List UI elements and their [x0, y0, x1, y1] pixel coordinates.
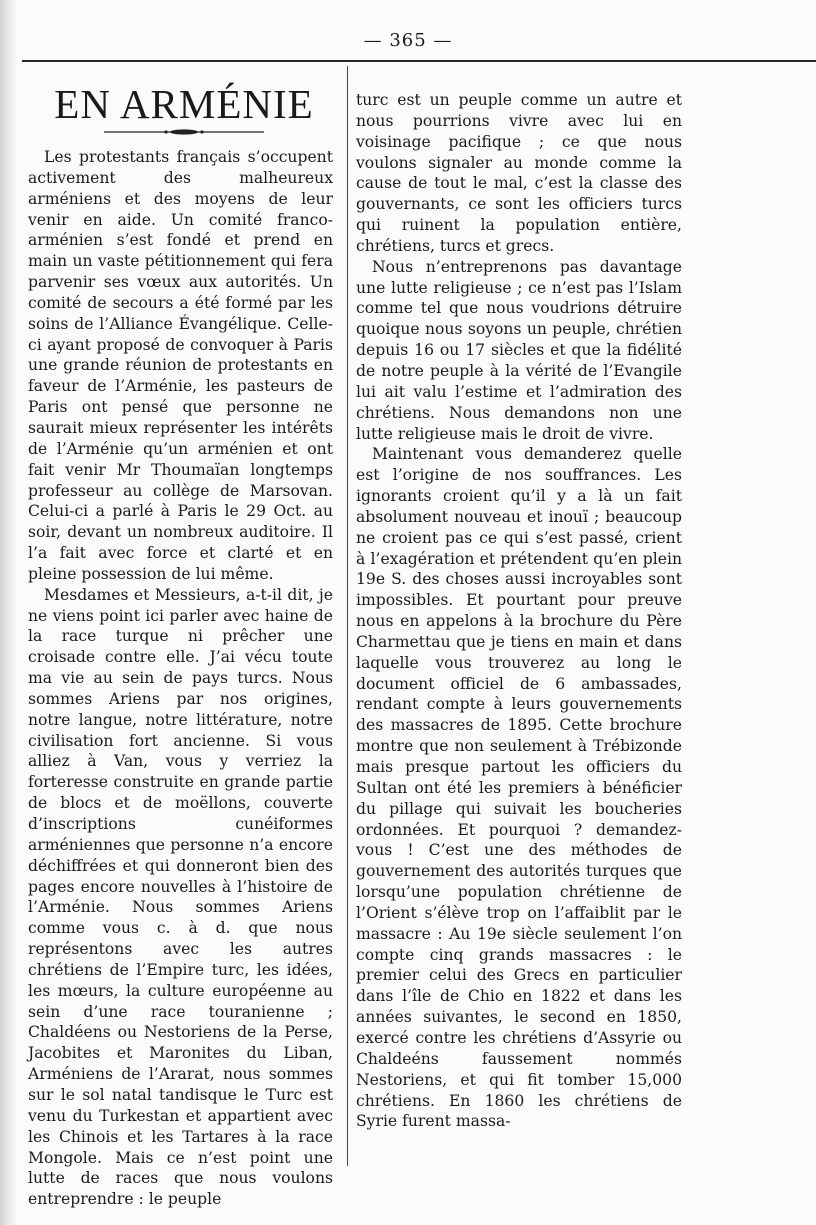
paragraph: Les protestants français s’occupent activement des malheureux arméniens et des moyens de leur venir en aide. Un comité franco-arménien s’est fondé et prend en main un vaste pétitionnement qui fera parvenir ses vœux aux autorités. Un comité de secours a été formé par les soins de l’Alliance Évangélique. Celle-ci ayant proposé de convoquer à Paris une grande réunion de protestants en faveur de l’Arménie, les pasteurs de Paris ont pensé que personne ne saurait mieux représenter les intérêts de l’Arménie qu’un arménien et ont fait venir Mr Thoumaïan longtemps professeur au collège de Marsovan. Celui-ci a parlé à Paris le 29 Oct. au soir, devant un nombreux auditoire. Il l’a fait avec force et clarté et en pleine possession de lui même. — [28, 148, 333, 583]
paragraph: Mesdames et Messieurs, a-t-il dit, je ne viens point ici parler avec haine de la race turque ni prêcher une croisade contre elle. J’ai vécu toute ma vie au sein de pays turcs. Nous sommes Ariens par nos origines, notre langue, notre littérature, notre civilisation fort ancienne. Si vous alliez à Van, vous y verriez la forteresse construite en grande partie de blocs et de moëllons, couverte d’inscriptions cunéiformes arméniennes que personne n’a encore déchiffrées et qui donneront bien des pages encore nouvelles à l’histoire de l’Arménie. Nous sommes Ariens comme vous c. à d. que nous représentons avec les autres chrétiens de l’Empire turc, les idées, les mœurs, la culture européenne au sein d’une race touranienne ; Chaldéens ou Nestoriens de la Perse, Jacobites et Maronites du Liban, Arméniens de l’Ararat, nous sommes sur le sol natal tandisque le Turc est venu du Turkestan et appartient avec les Chinois et les Tartares à la race Mongole. Mais ce n’est point une lutte de races que nous voulons entreprendre : le peuple — [28, 585, 333, 1209]
scan-binding-shadow — [0, 0, 18, 1225]
paragraph: Nous n’entreprenons pas davantage une lutte religieuse ; ce n’est pas l’Islam comme tel que nous voudrions détruire quoique nous soyons un peuple, chrétien depuis 16 ou 17 siècles et que la fidélité de notre peuple à la vérité de l’Evangile lui ait valu l’estime et l’admiration des chrétiens. Nous demandons non une lutte religieuse mais le droit de vivre. — [356, 257, 682, 443]
article-title: EN ARMÉNIE — [54, 81, 314, 127]
header-rule — [22, 60, 816, 62]
column-divider — [347, 66, 348, 1166]
title-ornament-icon — [104, 128, 264, 136]
right-column — [356, 90, 682, 1132]
paragraph: Maintenant vous demanderez quelle est l’origine de nos souffrances. Les ignorants croient qu’il y a là un fait absolument nouveau et inouï ; beaucoup ne croient pas ce qui s’est passé, crient à l’exagération et prétendent qu’en plein 19e S. des choses aussi incroyables sont impossibles. Et pourtant pour preuve nous en appelons à la brochure du Père Charmettau que je tiens en main et dans laquelle vous trouverez au long le document officiel de 6 ambassades, rendant compte à leurs gouvernements des massacres de 1895. Cette brochure montre que non seulement à Trébizonde mais presque partout les officiers du Sultan ont été les premiers à bénéficier du pillage qui suivait les boucheries ordonnées. Et pourquoi ? demandez-vous ! C’est une des méthodes de gouvernement des autorités turques que lorsqu’une population chrétienne de l’Orient s’élève trop on l’affaiblit par le massacre : Au 19e siècle seulement l’on compte cinq grands massacres : le premier celui des Grecs en particulier dans l’île de Chio en 1822 et dans les années suivantes, le second en 1850, exercé contre les chrétiens d’Assyrie ou Chaldeéns faussement nommés Nestoriens, et qui fit tomber 15,000 chrétiens. En 1860 les chrétiens de Syrie furent massa- — [356, 445, 682, 1131]
left-column — [28, 147, 333, 1210]
paragraph: turc est un peuple comme un autre et nous pourrions vivre avec lui en voisinage pacifique ; ce que nous voulons signaler au monde comme la cause de tout le mal, c’est la classe des gouvernants, ce sont les officiers turcs qui ruinent la population entière, chrétiens, turcs et grecs. — [356, 91, 682, 255]
page-number: — 365 — — [363, 30, 453, 51]
